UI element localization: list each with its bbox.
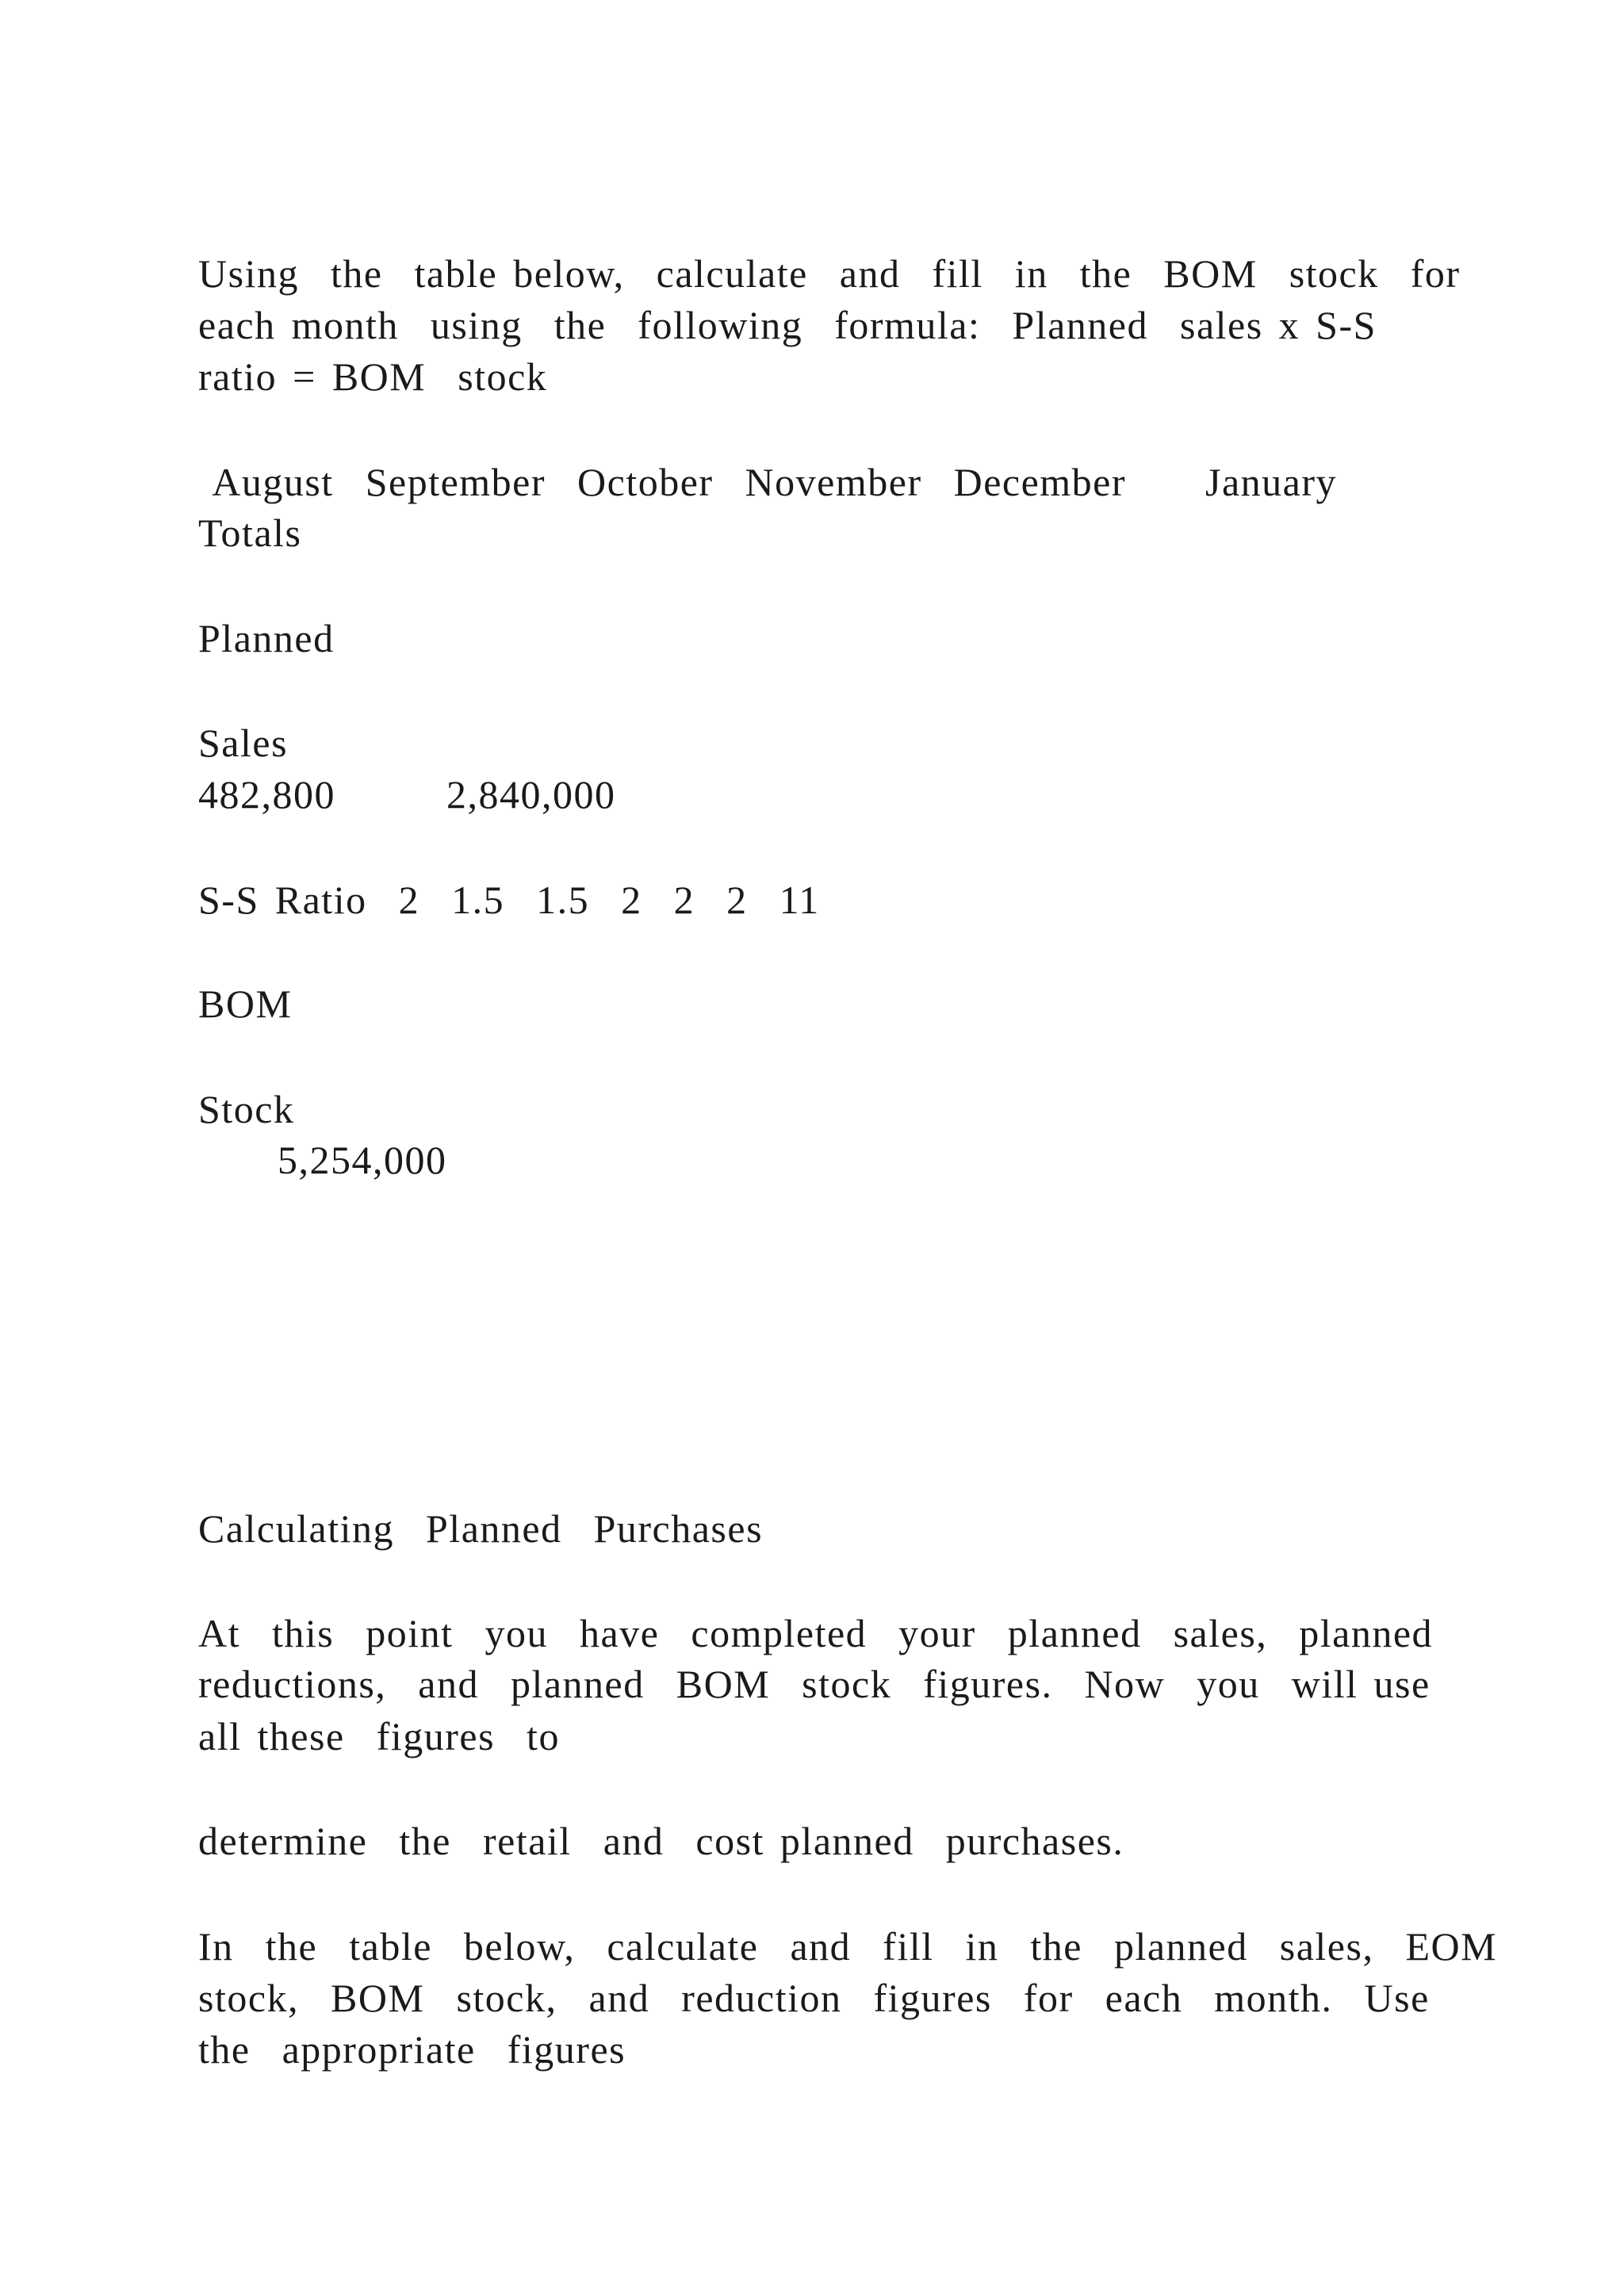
intro-line-2: each month using the following formula: Planned sales x S-S: [198, 303, 1377, 347]
para3-line-1: In the table below, calculate and fill in the planned sales, EOM: [198, 1924, 1498, 1969]
table-stock-total: 5,254,000: [198, 1138, 447, 1182]
para3-line-2: stock, BOM stock, and reduction figures for each month. Use: [198, 1976, 1430, 2020]
para1-line-2: reductions, and planned BOM stock figures. Now you will use: [198, 1662, 1431, 1706]
para1-line-3: all these figures to: [198, 1714, 560, 1758]
table-sales-label: Sales: [198, 721, 289, 765]
table-sales-values: 482,800 2,840,000: [198, 772, 616, 817]
table-totals-label: Totals: [198, 511, 302, 555]
table-stock-label: Stock: [198, 1087, 295, 1131]
intro-line-3: ratio = BOM stock: [198, 354, 548, 399]
table-ss-ratio-row: S-S Ratio 2 1.5 1.5 2 2 2 11: [198, 878, 820, 922]
para1-line-1: At this point you have completed your planned sales, planned: [198, 1611, 1434, 1655]
section-heading: Calculating Planned Purchases: [198, 1506, 764, 1551]
table-planned-label: Planned: [198, 616, 335, 660]
intro-line-1: Using the table below, calculate and fill in the BOM stock for: [198, 251, 1461, 296]
table-bom-label: BOM: [198, 982, 293, 1026]
table-months-row: August September October November December January: [198, 460, 1338, 504]
para3-line-3: the appropriate figures: [198, 2027, 626, 2072]
para2-line-1: determine the retail and cost planned purchases.: [198, 1819, 1124, 1863]
